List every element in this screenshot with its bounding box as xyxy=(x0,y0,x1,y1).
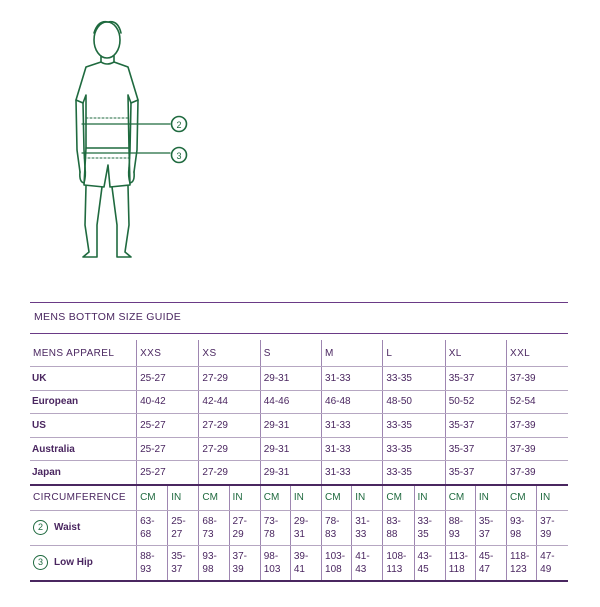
table-cell: 37-39 xyxy=(507,437,568,461)
marker-number-badge: 2 xyxy=(33,520,48,535)
measure-label-cell xyxy=(30,545,137,581)
table-row xyxy=(30,437,568,461)
table-cell: 48-50 xyxy=(383,390,445,414)
measure-cell: 103- 108 xyxy=(322,545,352,581)
measure-cell: 113- 118 xyxy=(445,545,475,581)
row-label: UK xyxy=(30,367,137,391)
measure-cell: 41- 43 xyxy=(352,545,383,581)
size-guide-title: MENS BOTTOM SIZE GUIDE xyxy=(34,311,182,323)
size-header: XXL xyxy=(507,340,568,367)
measure-cell: 98- 103 xyxy=(260,545,290,581)
measure-cell: 47- 49 xyxy=(537,545,568,581)
measure-cell: 37- 39 xyxy=(537,510,568,545)
measure-label: Waist xyxy=(54,522,81,534)
row-label: European xyxy=(30,390,137,414)
unit-cm: CM xyxy=(322,485,352,511)
table-cell: 35-37 xyxy=(445,367,506,391)
table-cell: 29-31 xyxy=(260,367,321,391)
table-cell: 35-37 xyxy=(445,414,506,438)
circumference-header-row xyxy=(30,485,568,511)
table-header-row xyxy=(30,340,568,367)
marker-3-label: 3 xyxy=(176,151,182,161)
row-label: Australia xyxy=(30,437,137,461)
measure-cell: 63- 68 xyxy=(137,510,168,545)
measure-cell: 68- 73 xyxy=(199,510,229,545)
measure-cell: 78- 83 xyxy=(322,510,352,545)
measure-cell: 45- 47 xyxy=(475,545,506,581)
table-cell: 44-46 xyxy=(260,390,321,414)
table-row xyxy=(30,414,568,438)
measure-cell: 73- 78 xyxy=(260,510,290,545)
table-cell: 31-33 xyxy=(322,367,383,391)
measure-cell: 93- 98 xyxy=(199,545,229,581)
measure-cell: 118- 123 xyxy=(507,545,537,581)
measure-cell: 83- 88 xyxy=(383,510,414,545)
measure-cell: 31- 33 xyxy=(352,510,383,545)
unit-cm: CM xyxy=(383,485,414,511)
unit-in: IN xyxy=(475,485,506,511)
table-cell: 29-31 xyxy=(260,414,321,438)
unit-in: IN xyxy=(352,485,383,511)
size-header: M xyxy=(322,340,383,367)
table-cell: 40-42 xyxy=(137,390,199,414)
table-cell: 35-37 xyxy=(445,461,506,485)
unit-in: IN xyxy=(229,485,260,511)
table-cell: 31-33 xyxy=(322,461,383,485)
unit-cm: CM xyxy=(199,485,229,511)
measure-cell: 88- 93 xyxy=(137,545,168,581)
body-figure-illustration xyxy=(0,0,600,270)
table-row xyxy=(30,390,568,414)
size-guide-title-bar xyxy=(30,302,568,334)
table-cell: 27-29 xyxy=(199,367,260,391)
measure-row xyxy=(30,510,568,545)
table-cell: 33-35 xyxy=(383,367,445,391)
table-cell: 29-31 xyxy=(260,461,321,485)
measure-cell: 29- 31 xyxy=(290,510,321,545)
table-cell: 25-27 xyxy=(137,437,199,461)
table-cell: 33-35 xyxy=(383,414,445,438)
unit-cm: CM xyxy=(507,485,537,511)
size-header: S xyxy=(260,340,321,367)
header-label: MENS APPAREL xyxy=(30,340,137,367)
table-cell: 27-29 xyxy=(199,461,260,485)
measure-cell: 35- 37 xyxy=(475,510,506,545)
table-row xyxy=(30,367,568,391)
measure-label-cell xyxy=(30,510,137,545)
table-cell: 46-48 xyxy=(322,390,383,414)
measure-cell: 27- 29 xyxy=(229,510,260,545)
measure-row xyxy=(30,545,568,581)
measure-cell: 33- 35 xyxy=(414,510,445,545)
measure-label: Low Hip xyxy=(54,557,93,569)
table-cell: 50-52 xyxy=(445,390,506,414)
unit-cm: CM xyxy=(137,485,168,511)
row-label: Japan xyxy=(30,461,137,485)
table-row xyxy=(30,461,568,485)
table-cell: 35-37 xyxy=(445,437,506,461)
unit-in: IN xyxy=(290,485,321,511)
unit-cm: CM xyxy=(445,485,475,511)
unit-cm: CM xyxy=(260,485,290,511)
table-cell: 31-33 xyxy=(322,437,383,461)
unit-in: IN xyxy=(414,485,445,511)
table-cell: 37-39 xyxy=(507,461,568,485)
table-cell: 27-29 xyxy=(199,437,260,461)
circumference-label: CIRCUMFERENCE xyxy=(30,485,137,511)
table-cell: 37-39 xyxy=(507,367,568,391)
marker-number-badge: 3 xyxy=(33,555,48,570)
table-cell: 42-44 xyxy=(199,390,260,414)
table-cell: 31-33 xyxy=(322,414,383,438)
measure-cell: 37- 39 xyxy=(229,545,260,581)
table-cell: 29-31 xyxy=(260,437,321,461)
measure-cell: 43- 45 xyxy=(414,545,445,581)
size-header: L xyxy=(383,340,445,367)
table-cell: 33-35 xyxy=(383,461,445,485)
table-cell: 52-54 xyxy=(507,390,568,414)
size-guide-table xyxy=(30,340,568,582)
table-cell: 27-29 xyxy=(199,414,260,438)
size-header: XL xyxy=(445,340,506,367)
row-label: US xyxy=(30,414,137,438)
size-header: XXS xyxy=(137,340,199,367)
measure-cell: 108- 113 xyxy=(383,545,414,581)
table-cell: 33-35 xyxy=(383,437,445,461)
table-cell: 25-27 xyxy=(137,367,199,391)
marker-2-label: 2 xyxy=(176,120,182,130)
table-cell: 25-27 xyxy=(137,461,199,485)
unit-in: IN xyxy=(537,485,568,511)
size-header: XS xyxy=(199,340,260,367)
table-cell: 25-27 xyxy=(137,414,199,438)
measure-cell: 88- 93 xyxy=(445,510,475,545)
table-cell: 37-39 xyxy=(507,414,568,438)
measure-cell: 35- 37 xyxy=(168,545,199,581)
measure-cell: 93- 98 xyxy=(507,510,537,545)
measure-cell: 25- 27 xyxy=(168,510,199,545)
measure-cell: 39- 41 xyxy=(290,545,321,581)
unit-in: IN xyxy=(168,485,199,511)
